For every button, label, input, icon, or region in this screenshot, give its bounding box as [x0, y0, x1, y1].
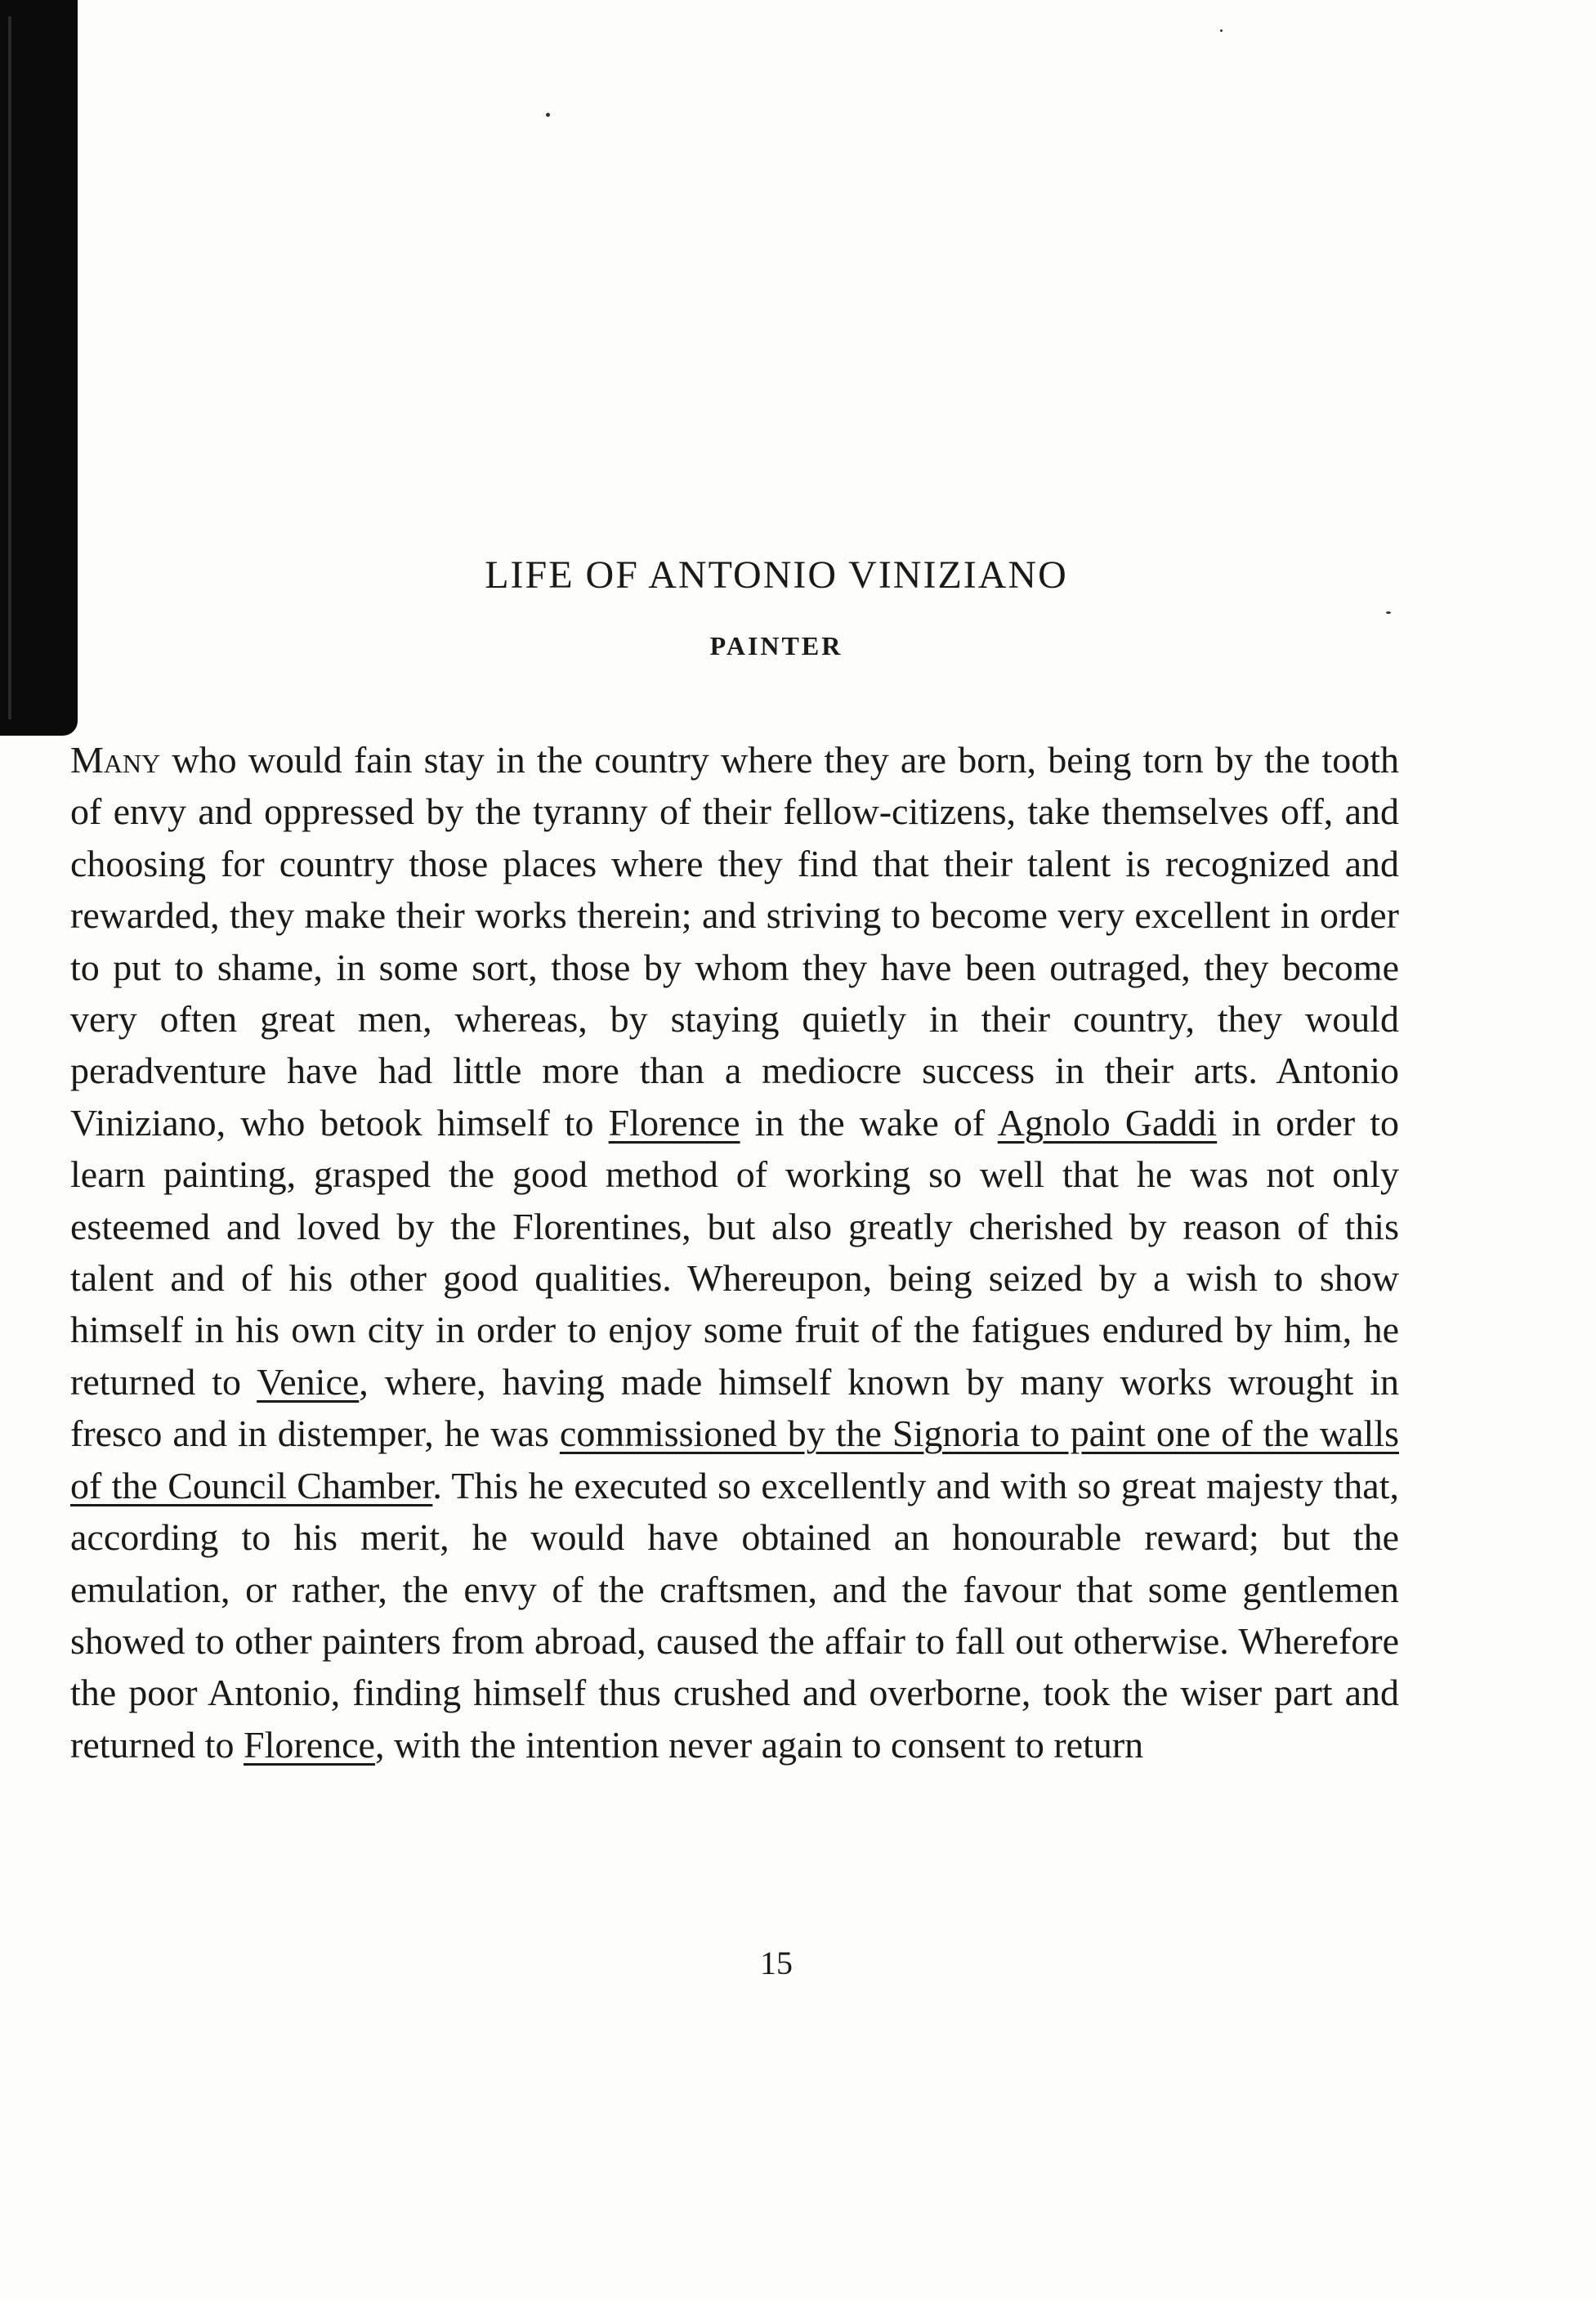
link-florence-second[interactable]: Florence: [244, 1723, 375, 1766]
link-florence[interactable]: Florence: [608, 1101, 740, 1144]
body-text-segment: in the wake of: [740, 1101, 998, 1144]
scan-speck: [1386, 611, 1391, 614]
body-text-segment: , where, having made himself known by many works wrought in fresco and in distemper, he was: [70, 1360, 1399, 1455]
link-venice[interactable]: Venice: [257, 1360, 360, 1403]
underlined-commission-phrase: commissioned by the Signoria to paint one of the walls of the Council Chamber: [70, 1412, 1400, 1506]
page-number: 15: [760, 1945, 793, 1981]
body-paragraph: [70, 734, 1399, 1771]
scan-edge-shadow: [0, 0, 78, 736]
body-text-segment: who would fain stay in the country where they are born, being torn by the tooth of envy and oppressed by the tyranny of their fellow-citizens, take themselves off, and choosing for country those places where they find that their talent is recognized and rewarded, they make their works therein; and striving to become very excellent in order to put to shame, in some sort, those by whom they have been outraged, they become very often great men, whereas, by staying quietly in their country, they would peradventure have had little more than a mediocre success in their arts. Antonio Viniziano, who betook himself to: [70, 739, 1399, 1144]
scan-speck: [546, 113, 550, 117]
body-text-segment: , with the intention never again to consent to return: [374, 1723, 1144, 1766]
chapter-subtitle: PAINTER: [709, 631, 843, 660]
scan-speck: [1220, 29, 1223, 32]
link-agnolo-gaddi[interactable]: Agnolo Gaddi: [997, 1101, 1218, 1144]
body-text-segment: . This he executed so excellently and with so great majesty that, according to his merit, he would have obtained an honourable reward; but the emulation, or rather, the envy of the craftsmen, and the favour that some gentlemen showed to other painters from abroad, caused the affair to fall out otherwise. Wherefore the poor Antonio, finding himself thus crushed and overborne, took the wiser part and returned to: [70, 1464, 1399, 1766]
chapter-title: LIFE OF ANTONIO VINIZIANO: [485, 553, 1068, 597]
body-text-segment: in order to learn painting, grasped the good method of working so well that he was not only esteemed and loved by the Florentines, but also greatly cherished by reason of this talent and of his other good qualities. Whereupon, being seized by a wish to show himself in his own city in order to enjoy some fruit of the fatigues endured by him, he returned to: [70, 1101, 1399, 1403]
drop-word: Many: [70, 739, 161, 781]
